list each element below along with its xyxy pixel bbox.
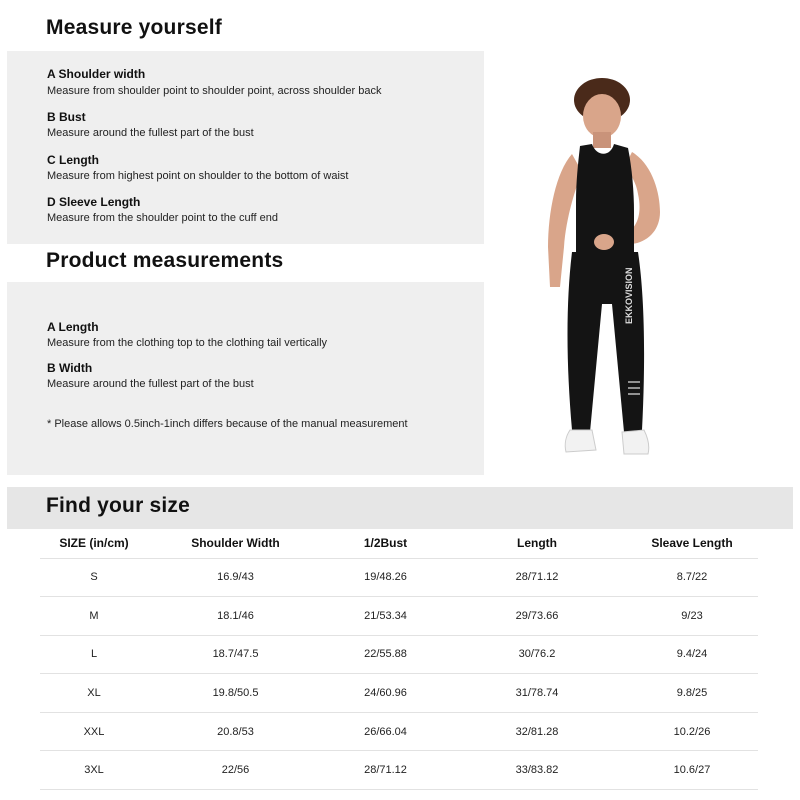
size-table-header-row: [40, 528, 758, 558]
cell-half-bust: 21/53.34: [323, 597, 448, 636]
cell-shoulder-width: 19.8/50.5: [148, 674, 323, 713]
cell-size: 3XL: [40, 751, 148, 790]
product-term: A Length: [47, 320, 99, 334]
measure-term: B Bust: [47, 110, 86, 124]
cell-sleeve-length: 9.8/25: [626, 674, 758, 713]
product-desc: Measure from the clothing top to the clothing tail vertically: [47, 337, 328, 349]
measure-desc: Measure from highest point on shoulder to the bottom of waist: [47, 170, 349, 182]
cell-shoulder-width: 20.8/53: [148, 712, 323, 751]
table-row: [40, 558, 758, 597]
cell-shoulder-width: 18.7/47.5: [148, 635, 323, 674]
measure-desc: Measure from shoulder point to shoulder point, across shoulder back: [47, 85, 382, 97]
table-row: [40, 635, 758, 674]
cell-half-bust: 24/60.96: [323, 674, 448, 713]
measure-desc: Measure around the fullest part of the bust: [47, 127, 254, 139]
cell-shoulder-width: 22/56: [148, 751, 323, 790]
header-sleeve-length: Sleave Length: [626, 528, 758, 558]
measure-term: C Length: [47, 153, 99, 167]
measure-term: D Sleeve Length: [47, 195, 141, 209]
size-table: [40, 528, 758, 790]
cell-half-bust: 28/71.12: [323, 751, 448, 790]
measurement-note: * Please allows 0.5inch-1inch differs because of the manual measurement: [47, 418, 408, 430]
cell-size: XXL: [40, 712, 148, 751]
left-shoe: [565, 430, 596, 452]
cell-length: 28/71.12: [448, 558, 626, 597]
cell-size: L: [40, 635, 148, 674]
hand: [594, 234, 614, 250]
pants-brand-text: EKKOVISION: [624, 267, 634, 324]
cell-length: 29/73.66: [448, 597, 626, 636]
cell-sleeve-length: 10.6/27: [626, 751, 758, 790]
header-length: Length: [448, 528, 626, 558]
cell-size: S: [40, 558, 148, 597]
cell-sleeve-length: 10.2/26: [626, 712, 758, 751]
cell-length: 31/78.74: [448, 674, 626, 713]
product-measurements-title: Product measurements: [46, 249, 284, 272]
product-desc: Measure around the fullest part of the bust: [47, 378, 254, 390]
measure-yourself-title: Measure yourself: [46, 16, 222, 39]
table-row: [40, 751, 758, 790]
cell-length: 30/76.2: [448, 635, 626, 674]
header-half-bust: 1/2Bust: [323, 528, 448, 558]
cell-sleeve-length: 9.4/24: [626, 635, 758, 674]
product-term: B Width: [47, 361, 93, 375]
cell-sleeve-length: 9/23: [626, 597, 758, 636]
cell-half-bust: 22/55.88: [323, 635, 448, 674]
table-row: [40, 712, 758, 751]
measure-term: A Shoulder width: [47, 67, 146, 81]
cell-shoulder-width: 18.1/46: [148, 597, 323, 636]
neck: [593, 132, 611, 148]
find-your-size-title: Find your size: [46, 494, 190, 517]
cell-sleeve-length: 8.7/22: [626, 558, 758, 597]
cell-shoulder-width: 16.9/43: [148, 558, 323, 597]
find-your-size-banner: [7, 487, 793, 529]
right-shoe: [622, 430, 649, 454]
table-row: [40, 674, 758, 713]
header-size: SIZE (in/cm): [40, 528, 148, 558]
measure-desc: Measure from the shoulder point to the cuff end: [47, 212, 278, 224]
cell-half-bust: 26/66.04: [323, 712, 448, 751]
model-photo: [520, 72, 720, 472]
table-row: [40, 597, 758, 636]
cell-size: M: [40, 597, 148, 636]
cell-length: 32/81.28: [448, 712, 626, 751]
cell-half-bust: 19/48.26: [323, 558, 448, 597]
head: [583, 94, 621, 138]
header-shoulder-width: Shoulder Width: [148, 528, 323, 558]
cell-length: 33/83.82: [448, 751, 626, 790]
cell-size: XL: [40, 674, 148, 713]
